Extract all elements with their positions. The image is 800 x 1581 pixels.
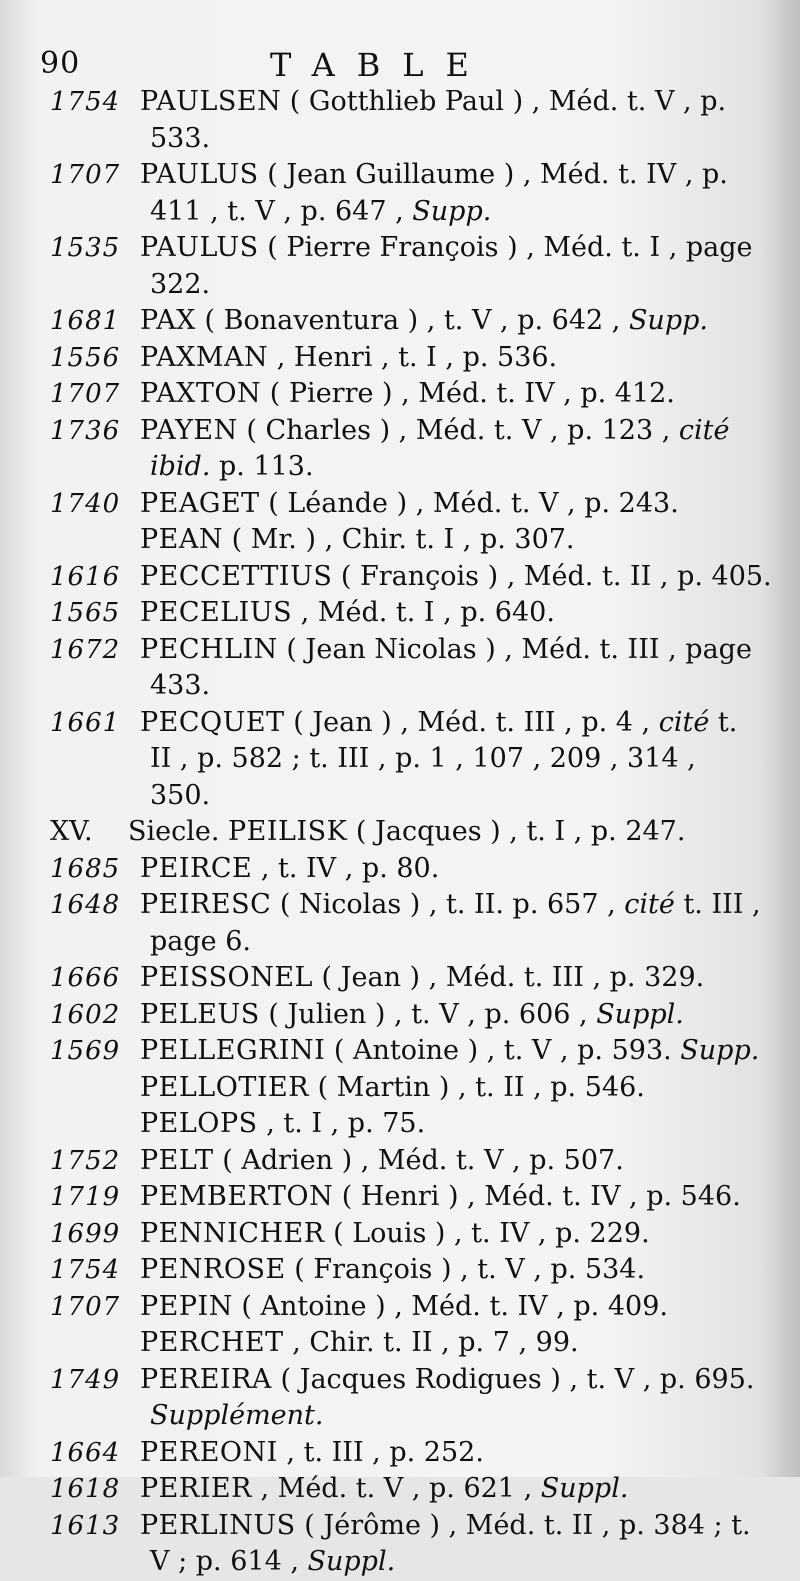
entry-reference: ( Adrien ) , Méd. t. V , p. 507.	[213, 1144, 624, 1176]
entry-name: PERLINUS	[140, 1509, 296, 1541]
entry-reference-tail: t. III ,	[674, 889, 761, 920]
entry-name: PAULUS	[140, 159, 259, 190]
entry-reference: ( Nicolas ) , t. II. p. 657 ,	[271, 889, 625, 920]
entry-reference: , Méd. t. I , p. 640.	[292, 597, 555, 628]
index-entry	[0, 84, 800, 157]
entry-year: 1685	[50, 853, 121, 884]
entry-continuation-text: p. 113.	[210, 451, 314, 482]
entry-reference: ( François ) , t. V , p. 534.	[285, 1254, 646, 1285]
entry-reference: , Chir. t. II , p. 7 , 99.	[283, 1327, 579, 1358]
entry-line	[0, 1325, 800, 1362]
entry-reference: ( Pierre ) , Méd. t. IV , p. 412.	[261, 378, 675, 409]
index-entry	[0, 595, 800, 632]
entry-line	[0, 887, 800, 924]
entry-year: 1664	[50, 1437, 121, 1468]
entry-line	[0, 376, 800, 413]
entry-year: 1661	[50, 707, 121, 738]
index-entry	[0, 1325, 800, 1362]
index-entry	[0, 376, 800, 413]
index-entry	[0, 1289, 800, 1326]
entry-year: 1752	[50, 1145, 121, 1176]
entry-name: PEAGET	[140, 487, 260, 519]
entry-year: 1740	[50, 488, 121, 519]
index-entry	[0, 1435, 800, 1472]
entry-year: 1618	[50, 1474, 121, 1504]
entry-continuation-text: 433.	[150, 670, 211, 701]
entry-name: PECHLIN	[140, 633, 278, 665]
entry-century: XV.	[50, 816, 93, 847]
index-entry	[0, 814, 800, 851]
entry-year: 1565	[50, 598, 121, 628]
index-entry	[0, 1362, 800, 1435]
entry-year: 1707	[50, 160, 121, 190]
index-entry	[0, 559, 800, 596]
entry-reference: ( Gotthlieb Paul ) , Méd. t. V , p.	[281, 86, 727, 117]
entry-line	[0, 1508, 800, 1545]
index-entry	[0, 1179, 800, 1216]
entry-reference: ( Jean Guillaume ) , Méd. t. IV , p.	[258, 159, 728, 190]
entry-year: 1749	[50, 1364, 121, 1395]
entry-year: 1648	[50, 890, 121, 920]
entry-year: 1556	[50, 342, 121, 373]
entry-line	[0, 1216, 800, 1253]
entry-year: 1535	[50, 233, 121, 263]
entry-note: cité	[658, 706, 710, 738]
entry-line	[0, 1070, 800, 1107]
entry-name: PELOPS	[140, 1108, 258, 1139]
entry-name: PECCETTIUS	[140, 560, 333, 592]
entry-note: Supp.	[412, 195, 492, 227]
entry-name: PEREONI	[140, 1436, 278, 1468]
entry-year: 1602	[50, 999, 121, 1030]
entry-year: 1681	[50, 306, 121, 336]
index-entry	[0, 340, 800, 377]
entry-note: ibid.	[150, 451, 211, 482]
entry-line	[0, 1143, 800, 1180]
entry-reference: ( Martin ) , t. II , p. 546.	[309, 1071, 645, 1103]
index-entry	[0, 522, 800, 559]
index-entry	[0, 157, 800, 230]
entry-line	[0, 84, 800, 121]
entry-line	[0, 1362, 800, 1399]
entry-reference-tail: t.	[709, 706, 738, 738]
entry-continuation-text: II , p. 582 ; t. III , p. 1 , 107 , 209 , 314 ,	[150, 743, 696, 774]
entry-year: 1666	[50, 963, 121, 993]
entry-line	[0, 230, 800, 267]
entry-name: PAXMAN	[140, 341, 269, 373]
entry-name: PENROSE	[140, 1254, 286, 1285]
entry-continuation	[0, 121, 800, 158]
entry-continuation	[0, 1544, 800, 1581]
index-entries	[0, 84, 800, 1581]
index-entry	[0, 230, 800, 303]
entry-note: cité	[624, 889, 675, 920]
entry-continuation-text: 411 , t. V , p. 647 ,	[150, 195, 413, 227]
entry-line	[0, 303, 800, 340]
entry-line	[0, 997, 800, 1034]
index-entry	[0, 851, 800, 888]
entry-reference: ( Jean ) , Méd. t. III , p. 4 ,	[284, 706, 659, 738]
entry-line	[0, 595, 800, 632]
entry-continuation	[0, 668, 800, 705]
entry-line	[0, 1435, 800, 1472]
entry-name: PENNICHER	[140, 1217, 325, 1249]
entry-continuation-text: 350.	[150, 779, 211, 811]
entry-note: cité	[678, 414, 730, 446]
entry-continuation	[0, 741, 800, 778]
entry-continuation	[0, 267, 800, 304]
index-entry	[0, 1471, 800, 1508]
entry-line	[0, 157, 800, 194]
entry-name: PAYEN	[140, 414, 238, 446]
entry-reference: ( Julien ) , t. V , p. 606 ,	[259, 998, 597, 1030]
entry-line	[0, 1471, 800, 1508]
index-entry	[0, 997, 800, 1034]
entry-note: Supp.	[628, 305, 708, 336]
entry-name: PELLOTIER	[140, 1071, 310, 1103]
entry-reference: , t. IV , p. 80.	[252, 852, 440, 884]
entry-continuation-text: page 6.	[150, 925, 251, 957]
entry-reference: , t. III , p. 252.	[277, 1436, 484, 1468]
entry-reference: ( Charles ) , Méd. t. V , p. 123 ,	[237, 414, 679, 446]
entry-line	[0, 1289, 800, 1326]
entry-continuation	[0, 778, 800, 815]
entry-reference: ( Louis ) , t. IV , p. 229.	[324, 1217, 650, 1249]
entry-name: PAXTON	[140, 378, 262, 409]
entry-year: 1699	[50, 1218, 121, 1249]
entry-reference: ( Henri ) , Méd. t. IV , p. 546.	[333, 1181, 741, 1212]
entry-line	[0, 1179, 800, 1216]
entry-reference: , Méd. t. V , p. 621 ,	[251, 1473, 541, 1504]
entry-reference: ( Bonaventura ) , t. V , p. 642 ,	[195, 305, 629, 336]
entry-reference: , Henri , t. I , p. 536.	[268, 341, 558, 373]
entry-prefix: Siecle.	[128, 816, 229, 847]
entry-name: PAX	[140, 305, 196, 336]
entry-line	[0, 960, 800, 997]
entry-reference: ( Antoine ) , t. V , p. 593.	[325, 1035, 681, 1066]
entry-name: PELEUS	[140, 998, 260, 1030]
index-entry	[0, 632, 800, 705]
entry-reference: ( Pierre François ) , Méd. t. I , page	[258, 232, 753, 263]
entry-note: Suppl.	[307, 1546, 396, 1577]
entry-note: Suppl.	[596, 998, 684, 1030]
entry-line	[0, 413, 800, 450]
entry-line	[0, 705, 800, 742]
entry-line	[0, 1033, 800, 1070]
entry-name: PERIER	[140, 1473, 252, 1504]
page-number: 90	[40, 46, 81, 81]
entry-continuation-text: 533.	[150, 122, 211, 154]
entry-line	[0, 851, 800, 888]
entry-year: 1707	[50, 1291, 121, 1322]
entry-name: PEISSONEL	[140, 962, 313, 993]
entry-reference: ( Jean Nicolas ) , Méd. t. III , page	[277, 633, 752, 665]
entry-line	[0, 1252, 800, 1289]
entry-name: PEIRCE	[140, 852, 253, 884]
entry-reference: ( Jacques ) , t. I , p. 247.	[347, 816, 686, 847]
entry-year: 1754	[50, 1255, 121, 1285]
index-entry	[0, 705, 800, 815]
entry-line	[0, 522, 800, 559]
entry-year: 1736	[50, 415, 121, 446]
entry-name: PEAN	[140, 524, 223, 555]
entry-line	[0, 1106, 800, 1143]
entry-name: PAULSEN	[140, 86, 282, 117]
entry-year: 1569	[50, 1036, 121, 1066]
running-title: TABLE	[270, 46, 491, 84]
entry-name: PEIRESC	[140, 889, 272, 920]
entry-name: PECELIUS	[140, 597, 293, 628]
index-entry	[0, 887, 800, 960]
entry-year: 1707	[50, 379, 121, 409]
entry-name: PEMBERTON	[140, 1181, 334, 1212]
index-entry	[0, 1508, 800, 1581]
entry-name: PELLEGRINI	[140, 1035, 326, 1066]
entry-name: PEREIRA	[140, 1363, 272, 1395]
entry-name: PEPIN	[140, 1290, 233, 1322]
entry-note: Supplément.	[150, 1400, 324, 1431]
entry-continuation	[0, 924, 800, 961]
entry-reference: ( Jérôme ) , Méd. t. II , p. 384 ; t.	[295, 1509, 751, 1541]
index-entry	[0, 1216, 800, 1253]
entry-line	[0, 632, 800, 669]
entry-line	[0, 559, 800, 596]
entry-year: 1719	[50, 1182, 121, 1212]
entry-continuation-text: V ; p. 614 ,	[150, 1546, 308, 1577]
entry-year: 1616	[50, 561, 121, 592]
entry-reference: ( Antoine ) , Méd. t. IV , p. 409.	[232, 1290, 668, 1322]
entry-line	[0, 814, 800, 851]
entry-reference: ( Mr. ) , Chir. t. I , p. 307.	[223, 524, 575, 555]
index-entry	[0, 413, 800, 486]
entry-name: PEILISK	[228, 816, 348, 847]
entry-line	[0, 486, 800, 523]
entry-reference: ( Léande ) , Méd. t. V , p. 243.	[259, 487, 679, 519]
index-entry	[0, 1070, 800, 1107]
entry-name: PECQUET	[140, 706, 285, 738]
entry-continuation	[0, 194, 800, 231]
entry-reference: , t. I , p. 75.	[257, 1108, 426, 1139]
index-entry	[0, 486, 800, 523]
index-entry	[0, 1143, 800, 1180]
entry-reference: ( Jacques Rodigues ) , t. V , p. 695.	[271, 1363, 755, 1395]
entry-reference: ( François ) , Méd. t. II , p. 405.	[332, 560, 772, 592]
entry-name: PERCHET	[140, 1327, 284, 1358]
entry-year: 1672	[50, 634, 121, 665]
entry-continuation-text: 322.	[150, 268, 211, 300]
entry-continuation	[0, 1398, 800, 1435]
entry-reference: ( Jean ) , Méd. t. III , p. 329.	[312, 962, 705, 993]
entry-note: Supp.	[680, 1035, 760, 1066]
index-entry	[0, 1106, 800, 1143]
entry-line	[0, 340, 800, 377]
entry-year: 1754	[50, 87, 121, 117]
page-header	[0, 46, 800, 86]
entry-name: PELT	[140, 1144, 214, 1176]
entry-note: Suppl.	[540, 1473, 629, 1504]
entry-continuation	[0, 449, 800, 486]
entry-name: PAULUS	[140, 232, 259, 263]
index-entry	[0, 1252, 800, 1289]
index-entry	[0, 303, 800, 340]
index-entry	[0, 1033, 800, 1070]
index-entry	[0, 960, 800, 997]
entry-year: 1613	[50, 1510, 121, 1541]
